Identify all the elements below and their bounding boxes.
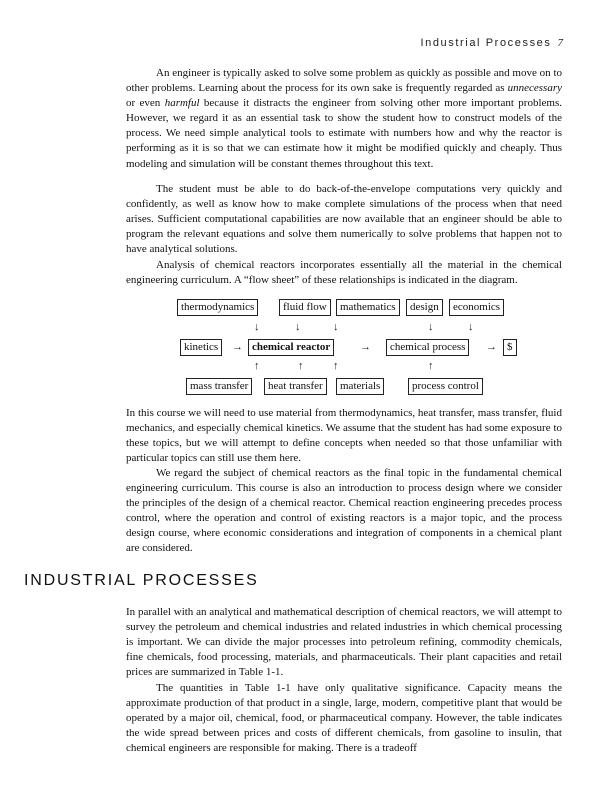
arrow-down-icon: ↓: [254, 321, 260, 333]
arrow-down-icon: ↓: [333, 321, 339, 333]
running-header: [420, 37, 563, 49]
box-process-control: process control: [408, 378, 483, 395]
paragraph: Analysis of chemical reactors incorporates essentially all the material in the chemical engineering curriculum. A “flow sheet” of these relationships is indicated in the diagram.: [126, 259, 562, 287]
arrow-down-icon: ↓: [468, 321, 474, 333]
paragraph: The student must be able to do back-of-the-envelope computations very quickly and confidently, as well as know how to make complete simulations of the process when that need arises. Sufficient computational capabilities are now available that an engineer should be able to program the relevant equations and solve them numerically to solve problems that happen not to have analytical solutions.: [126, 183, 562, 256]
arrow-right-icon: →: [486, 341, 497, 353]
arrow-up-icon: ↑: [298, 360, 304, 372]
box-kinetics: kinetics: [180, 339, 222, 356]
emphasis: unnecessary: [507, 82, 562, 95]
emphasis: harmful: [164, 97, 200, 110]
section-heading: INDUSTRIAL PROCESSES: [24, 572, 259, 589]
arrow-up-icon: ↑: [428, 360, 434, 372]
paragraph: The quantities in Table 1-1 have only qualitative significance. Capacity means the approximate production of that product in a single, large, modern, competitive plant that would be operated by a major oil, chemical, food, or pharmaceutical company. However, the table indicates the wide spread between prices and costs of different chemicals, from gasoline to insulin, that chemical engineers are responsible for making. There is a tradeoff: [126, 682, 562, 755]
arrow-up-icon: ↑: [254, 360, 260, 372]
box-thermodynamics: thermodynamics: [177, 299, 258, 316]
box-mathematics: mathematics: [336, 299, 400, 316]
box-economics: economics: [449, 299, 504, 316]
paragraph: In parallel with an analytical and mathematical description of chemical reactors, we will attempt to survey the petroleum and chemical industries and related industries in which chemical processing is important. We can divide the major processes into petroleum refining, commodity chemicals, fine chemicals, food processing, materials, and pharmaceuticals. Their plant capacities and retail prices are summarized in Table 1-1.: [126, 606, 562, 679]
page-number: 7: [557, 37, 563, 49]
arrow-right-icon: →: [360, 341, 371, 353]
arrow-up-icon: ↑: [333, 360, 339, 372]
box-fluid-flow: fluid flow: [279, 299, 331, 316]
paragraph: We regard the subject of chemical reactors as the final topic in the fundamental chemical engineering curriculum. This course is also an introduction to process design where we consider the principles of the design of a chemical reactor. Chemical reaction engineering precedes process control, where the operation and control of existing reactors is a major topic, and the process design course, where economic considerations and integration of components in a chemical plant are considered.: [126, 467, 562, 555]
arrow-right-icon: →: [232, 341, 243, 353]
box-design: design: [406, 299, 443, 316]
box-materials: materials: [336, 378, 384, 395]
arrow-down-icon: ↓: [295, 321, 301, 333]
box-mass-transfer: mass transfer: [186, 378, 252, 395]
box-chemical-reactor: chemical reactor: [248, 339, 334, 356]
box-heat-transfer: heat transfer: [264, 378, 327, 395]
box-dollar: $: [503, 339, 517, 356]
paragraph: An engineer is typically asked to solve some problem as quickly as possible and move on to other problems. Learning about the process for its own sake is frequently regarded as unnecessary or even harmful because it distracts the engineer from solving other more important problems. However, we regard it as an essential task to show the student how to construct models of the process. We need simple analytical tools to estimate with numbers how and why the reactor is performing as it is so that we can estimate how it might be modified quickly and cheaply. Thus modeling and simulation will be constant themes throughout this text.: [126, 67, 562, 170]
box-chemical-process: chemical process: [386, 339, 469, 356]
arrow-down-icon: ↓: [428, 321, 434, 333]
running-header-title: Industrial Processes: [420, 37, 552, 49]
paragraph: In this course we will need to use material from thermodynamics, heat transfer, mass transfer, fluid mechanics, and especially chemical kinetics. We assume that the student has had some exposure to these topics, but we will attempt to define concepts when needed so that those unfamiliar with particular topics can still use them here.: [126, 407, 562, 465]
